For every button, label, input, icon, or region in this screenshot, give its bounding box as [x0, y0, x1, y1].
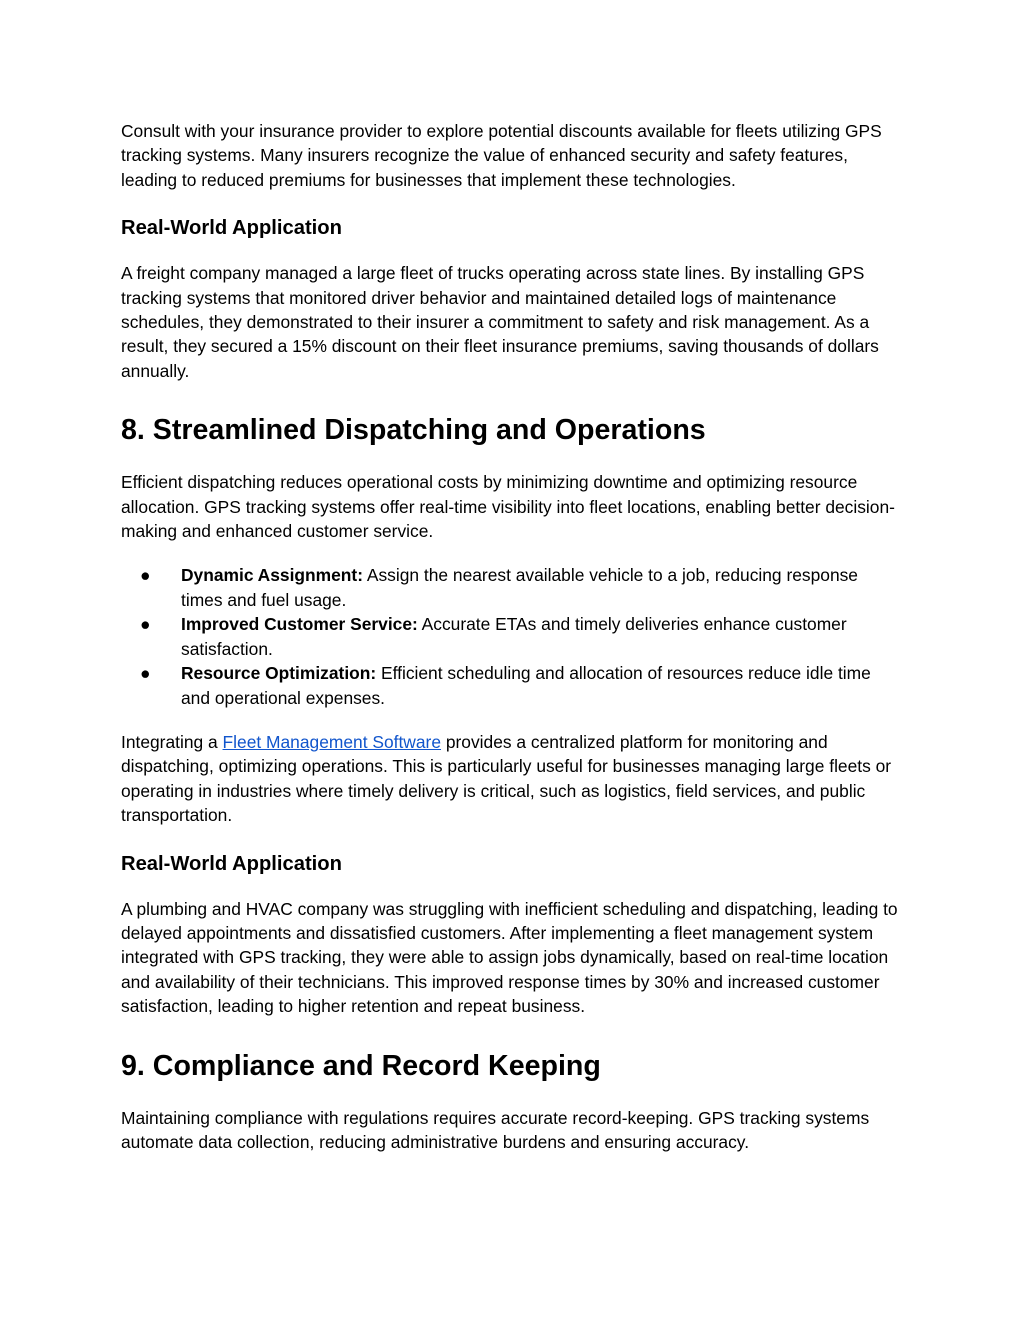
bullet-text: Accurate ETAs and timely deliveries enhance customer satisfaction. — [181, 614, 847, 659]
fleet-management-software-link[interactable]: Fleet Management Software — [222, 731, 441, 752]
bullet-icon: ● — [140, 663, 151, 684]
integrating-text-before: Integrating a — [121, 731, 223, 752]
list-item — [121, 612, 903, 661]
bullet-icon: ● — [140, 565, 151, 586]
bullet-icon: ● — [140, 614, 151, 635]
freight-company-paragraph: A freight company managed a large fleet of trucks operating across state lines. By installing GPS tracking systems that monitored driver behavior and maintained detailed logs of maintenance schedules, they demonstrated to their insurer a commitment to safety and risk management. As a result, they secured a 15% discount on their fleet insurance premiums, saving thousands of dollars annually. — [121, 263, 879, 381]
dispatching-intro-paragraph: Efficient dispatching reduces operational costs by minimizing downtime and optimizing resource allocation. GPS tracking systems offer real-time visibility into fleet locations, enabling better decision-making and enhanced customer service. — [121, 472, 895, 542]
compliance-intro-paragraph: Maintaining compliance with regulations requires accurate record-keeping. GPS tracking systems automate data collection, reducing administrative burdens and ensuring accuracy. — [121, 1107, 870, 1152]
benefits-list — [121, 563, 903, 709]
list-item — [121, 563, 903, 612]
list-item — [121, 661, 903, 710]
bullet-text: Efficient scheduling and allocation of resources reduce idle time and operational expenses. — [181, 663, 871, 708]
intro-paragraph: Consult with your insurance provider to explore potential discounts available for fleets utilizing GPS tracking systems. Many insurers recognize the value of enhanced security and safety features, leading to reduced premiums for businesses that implement these technologies. — [121, 121, 882, 190]
bullet-text: Assign the nearest available vehicle to a job, reducing response times and fuel usage. — [181, 565, 858, 610]
integrating-text-after: provides a centralized platform for monitoring and dispatching, optimizing operations. This is particularly useful for businesses managing large fleets or operating in industries where timely delivery is critical, such as logistics, field services, and public transportation. — [121, 731, 892, 826]
real-world-application-heading: Real-World Application — [121, 852, 342, 875]
plumbing-company-paragraph: A plumbing and HVAC company was struggling with inefficient scheduling and dispatching, leading to delayed appointments and dissatisfied customers. After implementing a fleet management system integrated with GPS tracking, they were able to assign jobs dynamically, based on real-time location and availability of their technicians. This improved response times by 30% and increased customer satisfaction, leading to higher retention and repeat business. — [121, 898, 898, 1017]
section-9-heading: 9. Compliance and Record Keeping — [121, 1049, 601, 1082]
bullet-term: Improved Customer Service: — [181, 614, 418, 635]
real-world-application-heading: Real-World Application — [121, 217, 342, 240]
integrating-paragraph — [121, 730, 903, 828]
bullet-term: Resource Optimization: — [181, 663, 377, 684]
section-8-heading: 8. Streamlined Dispatching and Operations — [121, 414, 706, 447]
bullet-term: Dynamic Assignment: — [181, 565, 363, 586]
document-body — [121, 119, 903, 1154]
